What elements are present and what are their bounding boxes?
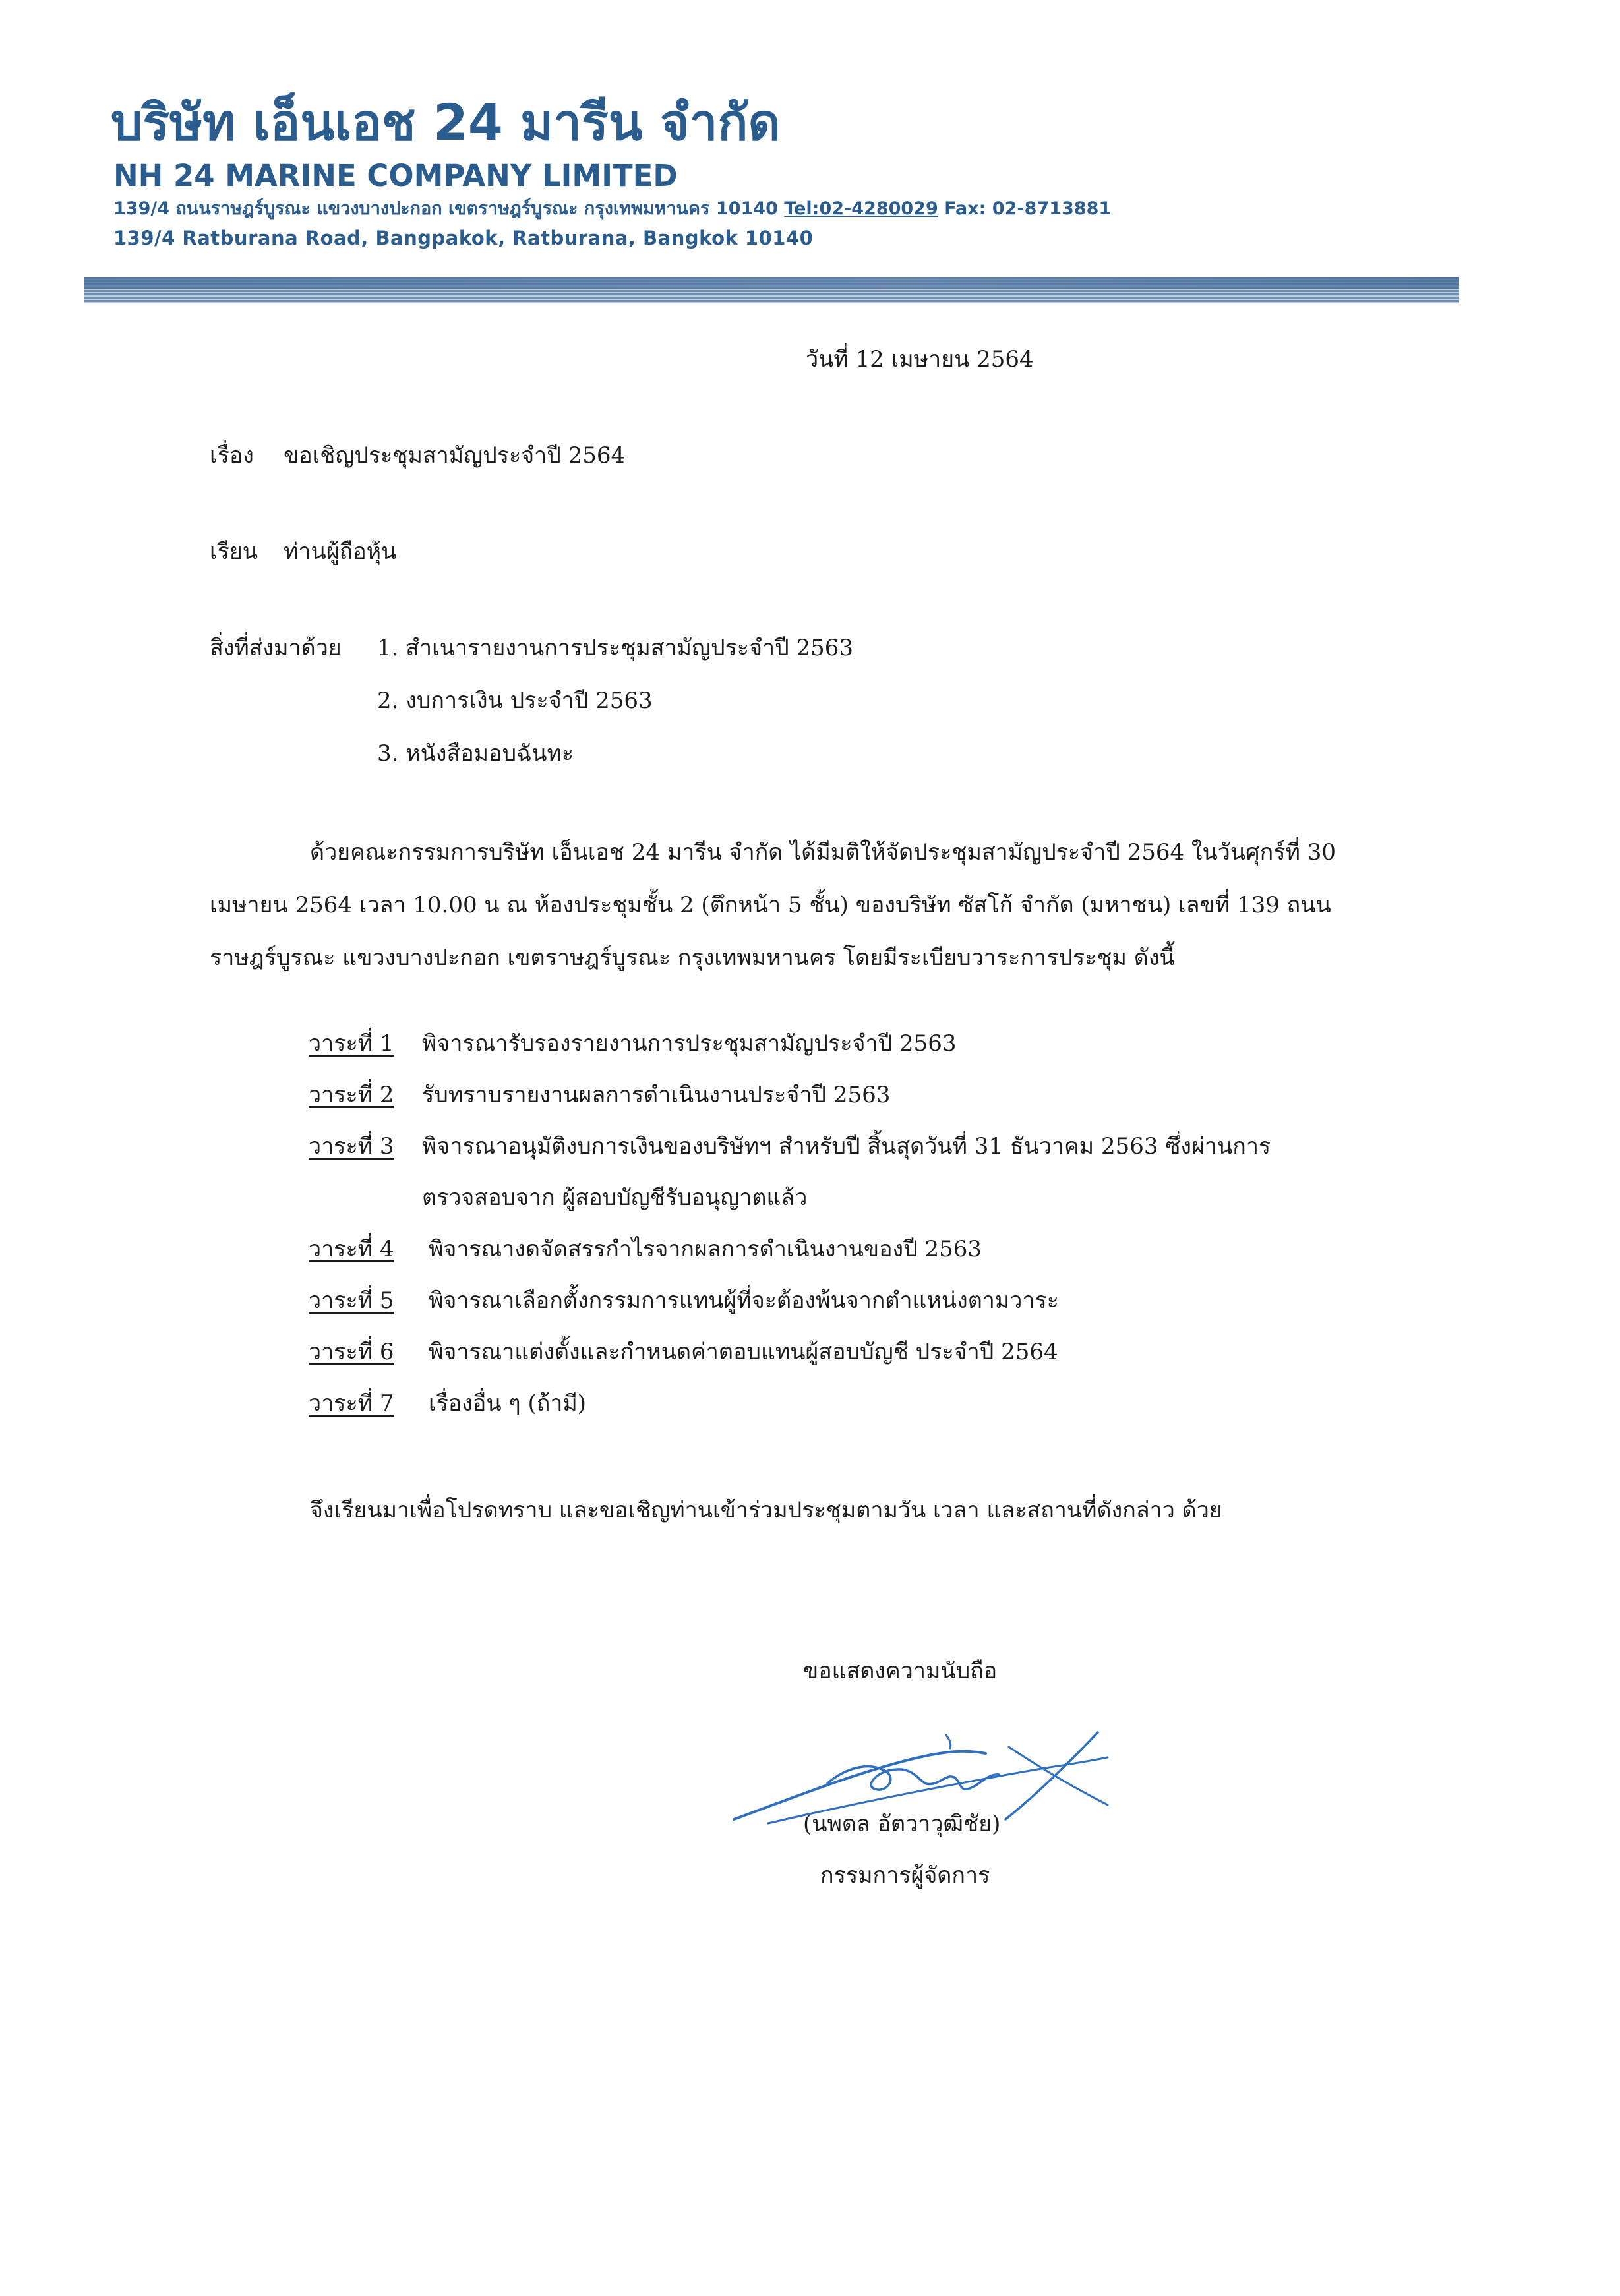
agenda-label: วาระที่ 7 xyxy=(309,1390,394,1417)
recipient-label: เรียน xyxy=(210,539,258,565)
closing-line: จึงเรียนมาเพื่อโปรดทราบ และขอเชิญท่านเข้าร่วมประชุมตามวัน เวลา และสถานที่ดังกล่าว ด้วย xyxy=(310,1497,1222,1523)
agenda-label: วาระที่ 3 xyxy=(309,1133,394,1160)
agenda-text: รับทราบรายงานผลการดำเนินงานประจำปี 2563 xyxy=(422,1082,891,1108)
agenda-text: พิจารณารับรองรายงานการประชุมสามัญประจำปี 2563 xyxy=(422,1030,957,1057)
agenda-label: วาระที่ 1 xyxy=(309,1030,394,1057)
company-address-english: 139/4 Ratburana Road, Bangpakok, Ratburana, Bangkok 10140 xyxy=(113,227,814,249)
agenda-label: วาระที่ 4 xyxy=(309,1236,394,1262)
recipient-text: ท่านผู้ถือหุ้น xyxy=(284,539,397,565)
company-address-thai xyxy=(113,200,1111,218)
agenda-label: วาระที่ 6 xyxy=(309,1339,394,1365)
subject-label: เรื่อง xyxy=(210,442,254,469)
company-name-english: NH 24 MARINE COMPANY LIMITED xyxy=(113,158,678,193)
fax-number: Fax: 02-8713881 xyxy=(944,198,1112,219)
company-name-thai: บริษัท เอ็นเอช 24 มารีน จำกัด xyxy=(111,93,781,152)
signature-strokes xyxy=(734,1732,1108,1823)
regards: ขอแสดงความนับถือ xyxy=(803,1658,998,1684)
agenda-text: พิจารณาเลือกตั้งกรรมการแทนผู้ที่จะต้องพ้นจากตำแหน่งตามวาระ xyxy=(429,1287,1060,1314)
attachment-item: 1. สำเนารายงานการประชุมสามัญประจำปี 2563 xyxy=(377,635,854,661)
telephone-number: Tel:02-4280029 xyxy=(784,198,938,219)
agenda-label: วาระที่ 2 xyxy=(309,1082,394,1108)
attachment-item: 3. หนังสือมอบฉันทะ xyxy=(377,740,574,767)
letter-date: วันที่ 12 เมษายน 2564 xyxy=(806,346,1034,372)
subject-text: ขอเชิญประชุมสามัญประจำปี 2564 xyxy=(284,442,626,469)
letterhead-divider xyxy=(84,277,1459,303)
attachments-label: สิ่งที่ส่งมาด้วย xyxy=(210,635,342,661)
agenda-text: พิจารณาอนุมัติงบการเงินของบริษัทฯ สำหรับปี สิ้นสุดวันที่ 31 ธันวาคม 2563 ซึ่งผ่านการ xyxy=(422,1133,1271,1160)
intro-line: ราษฎร์บูรณะ แขวงบางปะกอก เขตราษฎร์บูรณะ กรุงเทพมหานคร โดยมีระเบียบวาระการประชุม ดังนี้ xyxy=(210,945,1175,971)
agenda-text: พิจารณางดจัดสรรกำไรจากผลการดำเนินงานของปี 2563 xyxy=(429,1236,982,1262)
signer-name: (นพดล อัตวาวุฒิชัย) xyxy=(803,1811,1001,1837)
signer-title: กรรมการผู้จัดการ xyxy=(820,1862,990,1889)
agenda-text: เรื่องอื่น ๆ (ถ้ามี) xyxy=(429,1390,587,1417)
agenda-label: วาระที่ 5 xyxy=(309,1287,394,1314)
intro-line: ด้วยคณะกรรมการบริษัท เอ็นเอช 24 มารีน จำกัด ได้มีมติให้จัดประชุมสามัญประจำปี 2564 ในวันศุกร์ที่ 30 xyxy=(310,839,1336,866)
agenda-text-continued: ตรวจสอบจาก ผู้สอบบัญชีรับอนุญาตแล้ว xyxy=(422,1185,808,1211)
attachment-item: 2. งบการเงิน ประจำปี 2563 xyxy=(377,688,653,714)
agenda-text: พิจารณาแต่งตั้งและกำหนดค่าตอบแทนผู้สอบบัญชี ประจำปี 2564 xyxy=(429,1339,1058,1365)
intro-line: เมษายน 2564 เวลา 10.00 น ณ ห้องประชุมชั้น 2 (ตึกหน้า 5 ชั้น) ของบริษัท ซัสโก้ จำกัด (มหาชน) เลขที่ 139 ถนน xyxy=(210,892,1331,918)
address-thai-text: 139/4 ถนนราษฎร์บูรณะ แขวงบางปะกอก เขตราษฎร์บูรณะ กรุงเทพมหานคร 10140 xyxy=(113,198,778,219)
